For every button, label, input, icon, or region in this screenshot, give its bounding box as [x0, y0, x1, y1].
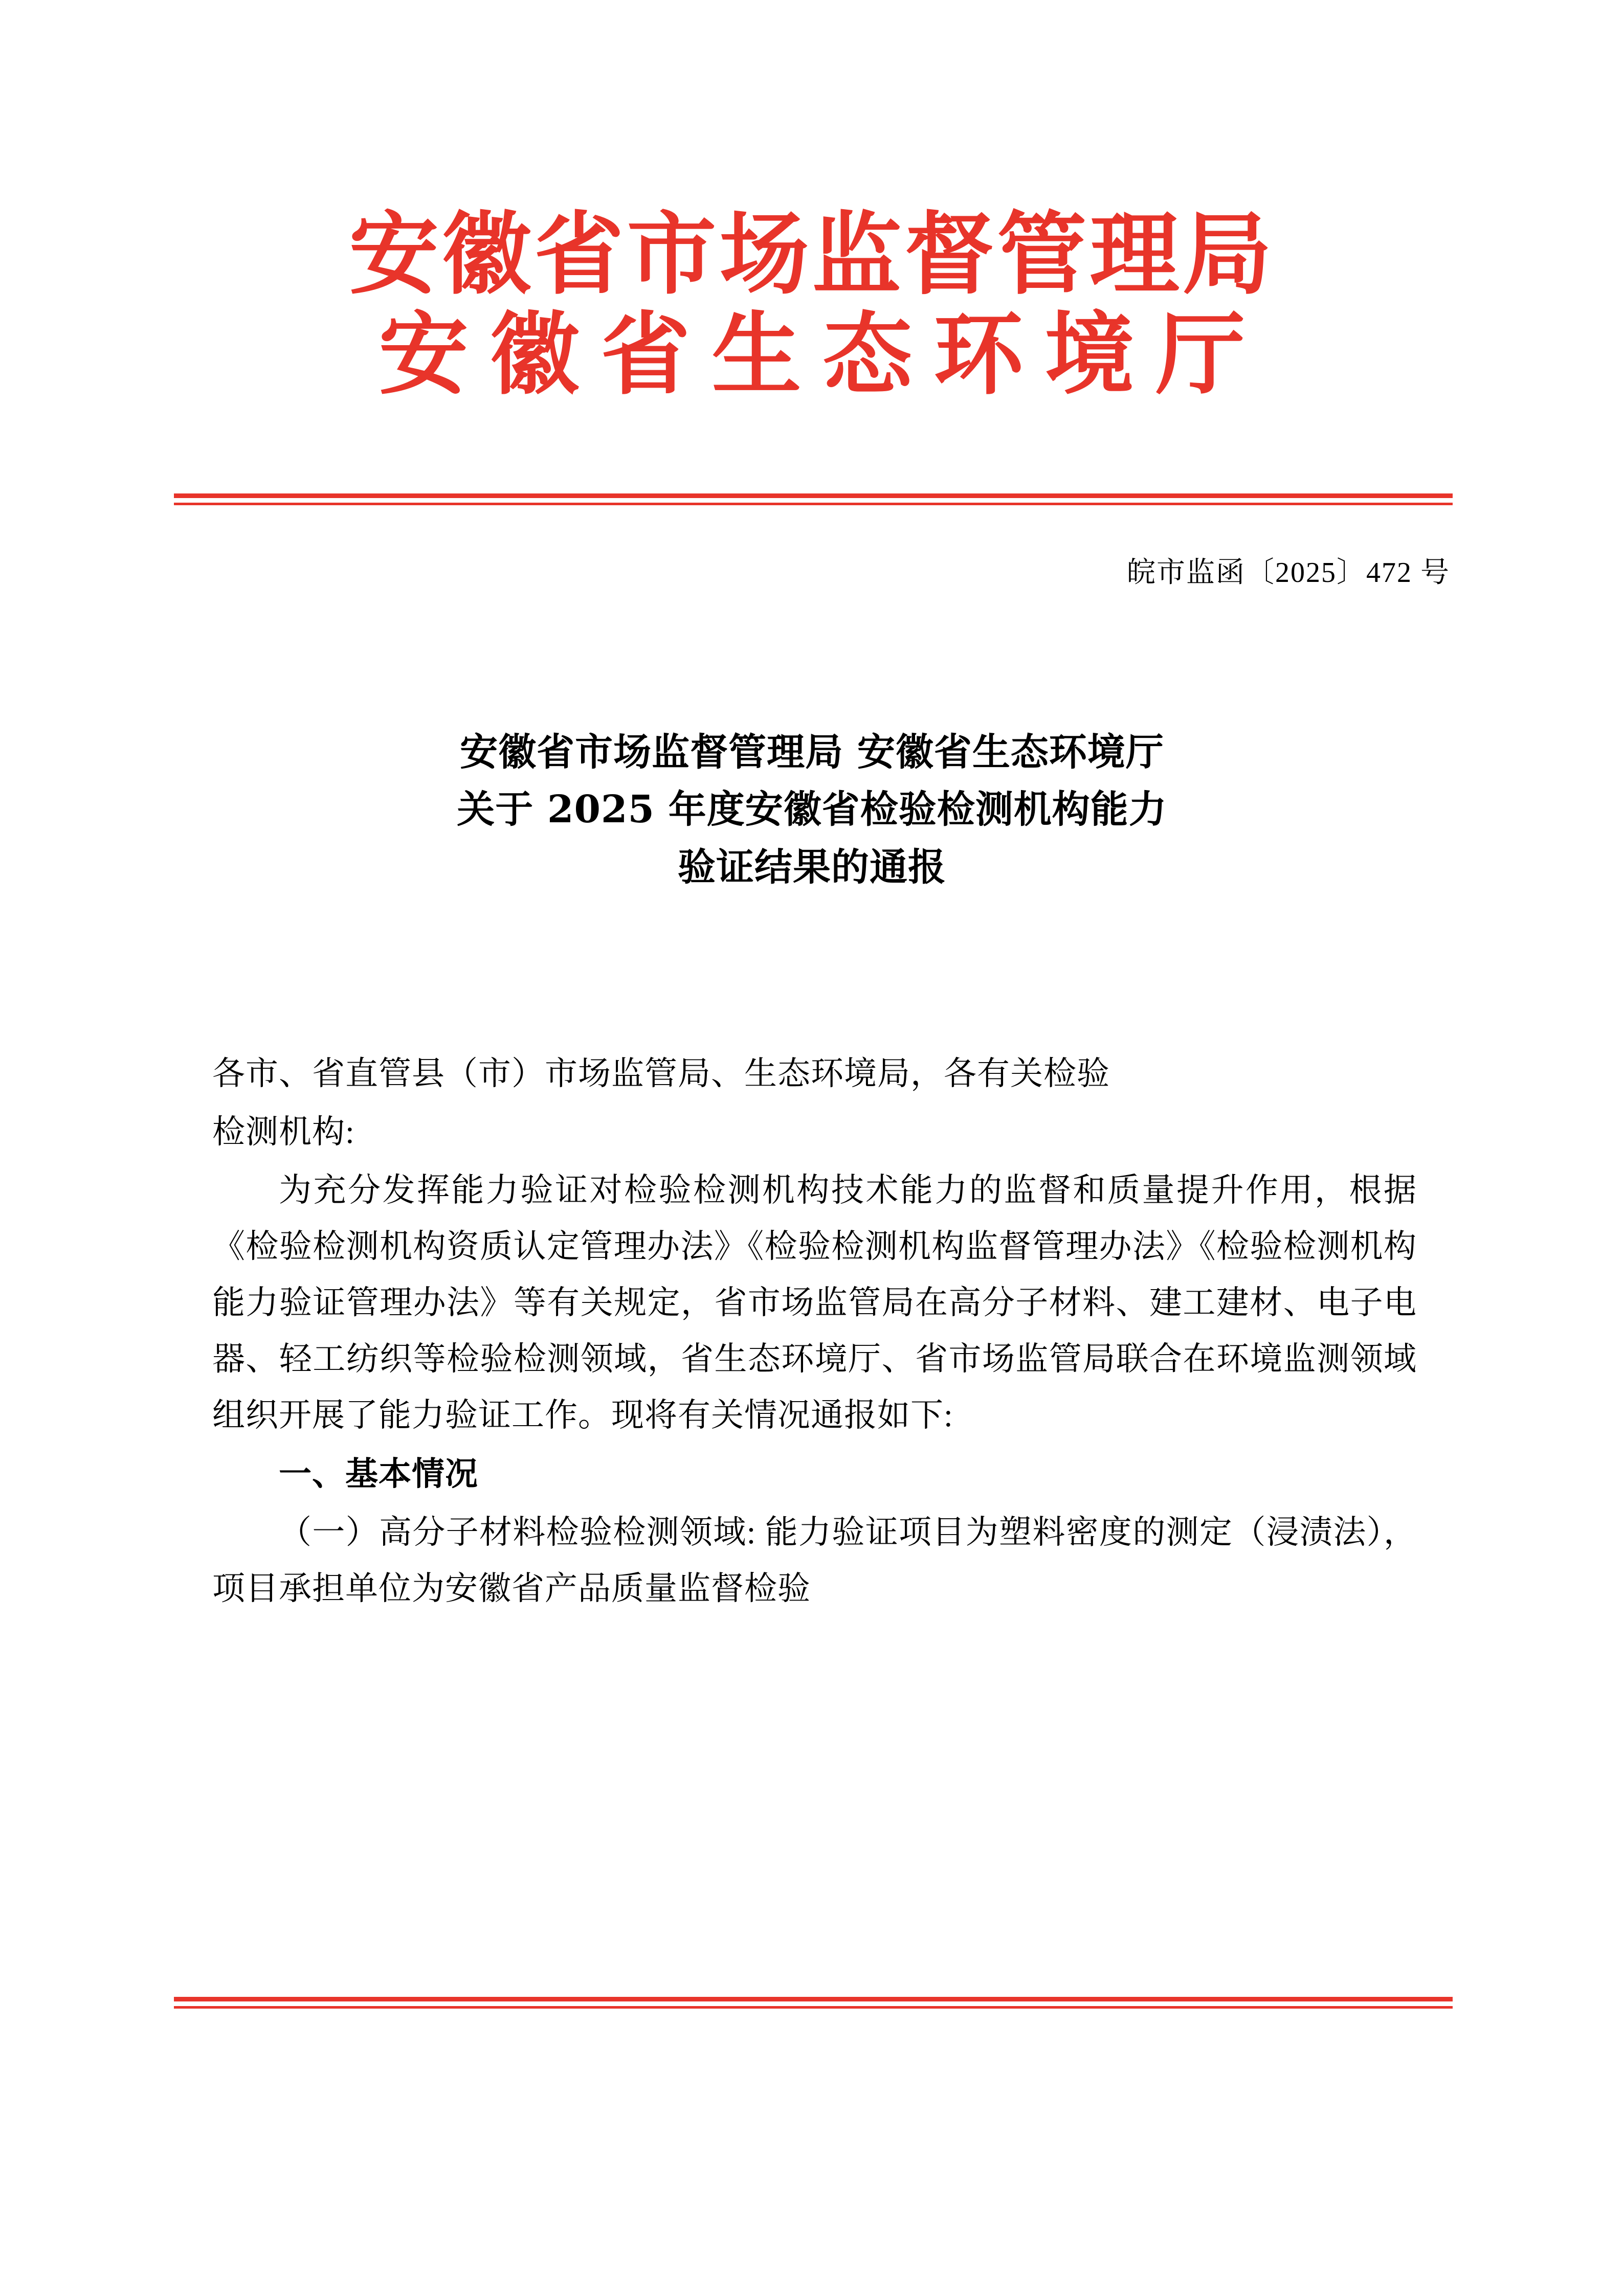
footer-red-rule	[174, 1997, 1453, 2009]
body-paragraph-2: （一）高分子材料检验检测领域: 能力验证项目为塑料密度的测定（浸渍法），项目承担单位为安徽省产品质量监督检验	[212, 1514, 1417, 1607]
header-rule-thin	[174, 503, 1453, 505]
salutation-line-2: 检测机构:	[212, 1114, 355, 1151]
salutation-line-1: 各市、省直管县（市）市场监管局、生态环境局，各有关检验	[212, 1055, 1110, 1092]
footer-rule-thin	[174, 2006, 1453, 2009]
title-line-1: 安徽省市场监督管理局 安徽省生态环境厅	[460, 730, 1164, 774]
title-line-2: 关于 2025 年度安徽省检验检测机构能力	[457, 787, 1167, 832]
header-rule-thick	[174, 493, 1453, 498]
document-body	[212, 1046, 1417, 1619]
document-number: 皖市监函〔2025〕472 号	[1127, 557, 1450, 589]
title-line-3: 验证结果的通报	[678, 845, 946, 889]
masthead-line-1: 安徽省市场监督管理局	[349, 202, 1275, 307]
section-heading-1: 一、基本情况	[279, 1454, 478, 1493]
header-rule-gap	[174, 498, 1453, 503]
header-red-rule	[174, 493, 1453, 505]
masthead-line-2: 安徽省生态环境厅	[379, 302, 1267, 407]
footer-rule-gap	[174, 2001, 1453, 2006]
footer-rule-thick	[174, 1997, 1453, 2001]
masthead	[0, 202, 1624, 407]
document-title	[215, 724, 1409, 896]
body-paragraph-1: 为充分发挥能力验证对检验检测机构技术能力的监督和质量提升作用，根据《检验检测机构资质认定管理办法》《检验检测机构监督管理办法》《检验检测机构能力验证管理办法》等有关规定，省市场监管局在高分子材料、建工建材、电子电器、轻工纺织等检验检测领域，省生态环境厅、省市场监管局联合在环境监测领域组织开展了能力验证工作。现将有关情况通报如下:	[212, 1172, 1417, 1434]
